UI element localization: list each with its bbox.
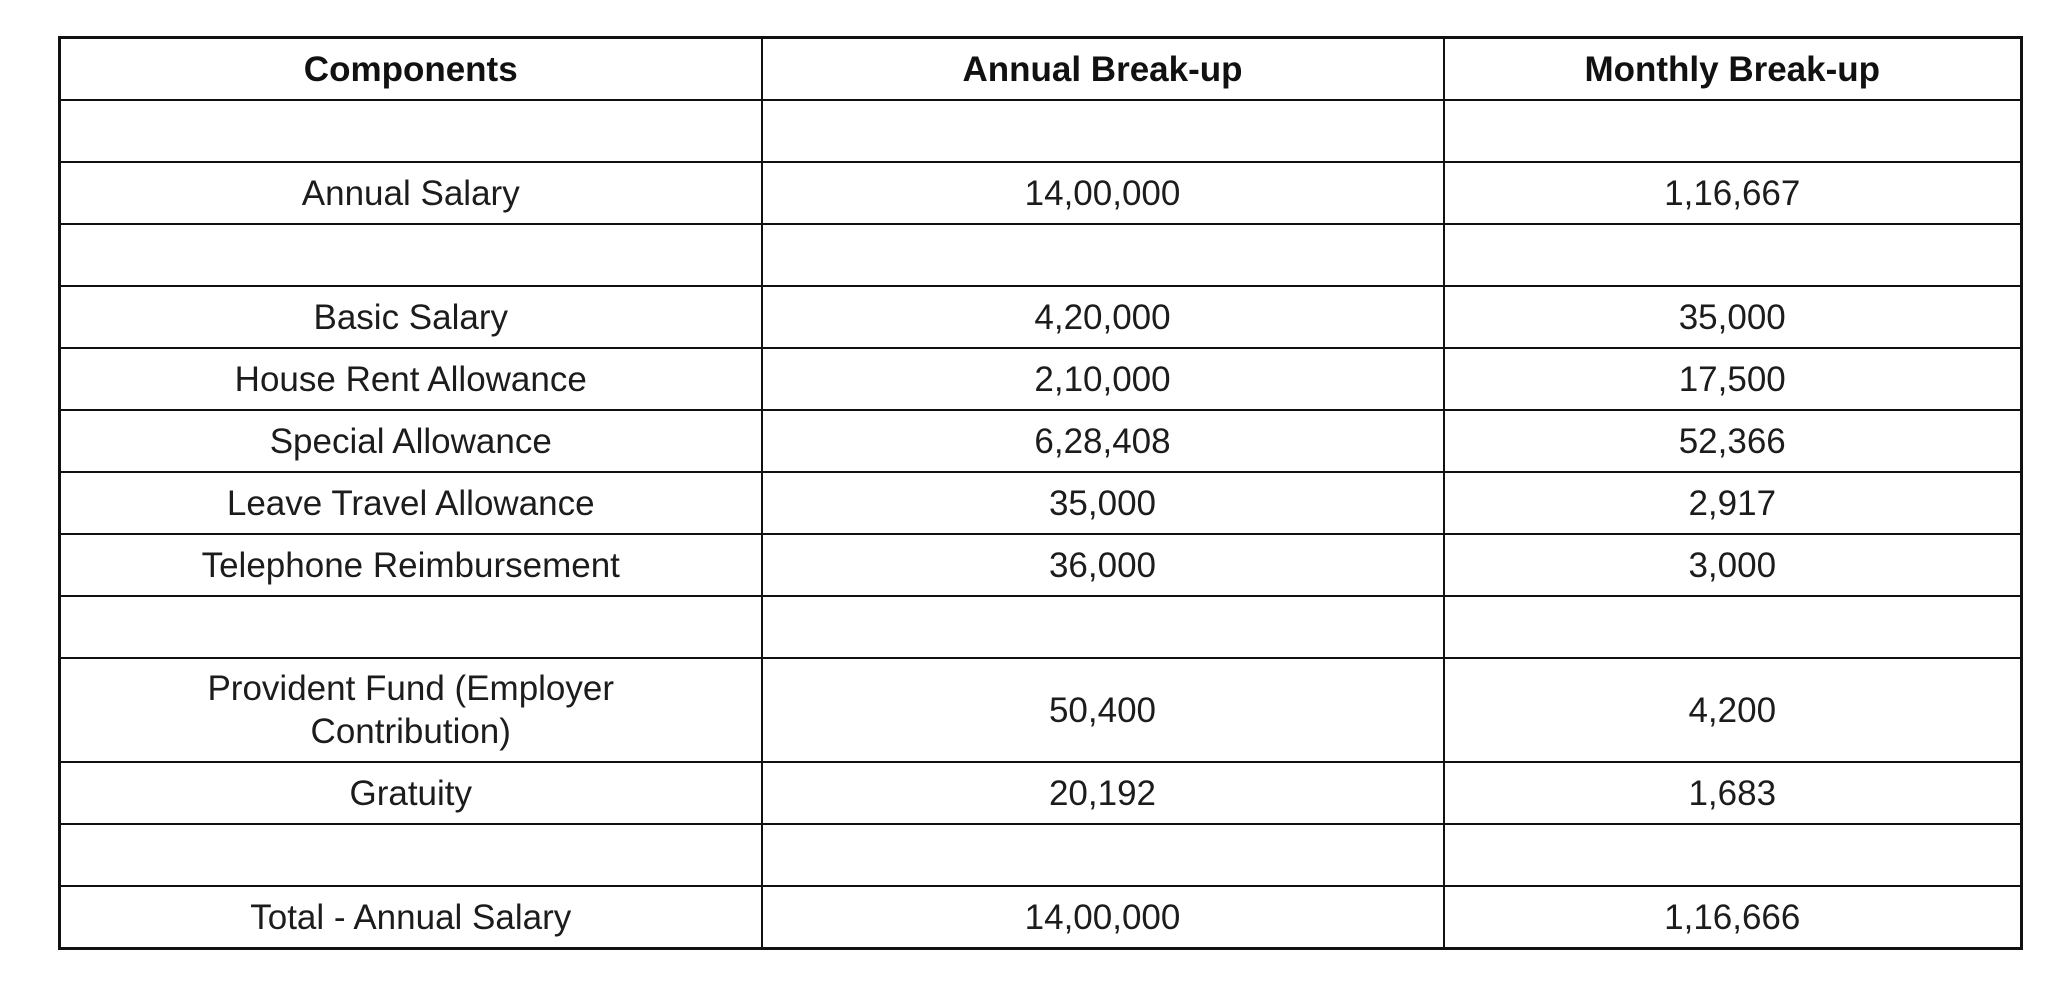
cell-monthly: 1,16,666: [1444, 886, 2022, 949]
table-row-empty: [60, 596, 2022, 658]
cell-annual: [762, 100, 1444, 162]
table-row-house-rent-allowance: [60, 348, 2022, 410]
header-components: Components: [60, 38, 762, 101]
cell-annual: 2,10,000: [762, 348, 1444, 410]
cell-monthly: [1444, 596, 2022, 658]
cell-annual: [762, 824, 1444, 886]
cell-annual: [762, 596, 1444, 658]
cell-annual: 35,000: [762, 472, 1444, 534]
cell-component: [60, 100, 762, 162]
cell-annual: 14,00,000: [762, 886, 1444, 949]
cell-annual: 6,28,408: [762, 410, 1444, 472]
cell-component: Provident Fund (Employer Contribution): [60, 658, 762, 762]
header-annual-breakup: Annual Break-up: [762, 38, 1444, 101]
cell-component: Leave Travel Allowance: [60, 472, 762, 534]
cell-monthly: 17,500: [1444, 348, 2022, 410]
cell-annual: 4,20,000: [762, 286, 1444, 348]
cell-component: [60, 824, 762, 886]
table-row-provident-fund: [60, 658, 2022, 762]
cell-annual: 36,000: [762, 534, 1444, 596]
cell-monthly: 2,917: [1444, 472, 2022, 534]
table-row-total-annual-salary: [60, 886, 2022, 949]
table-row-telephone-reimbursement: [60, 534, 2022, 596]
table-row-empty: [60, 824, 2022, 886]
header-row: [60, 38, 2022, 101]
cell-component: Total - Annual Salary: [60, 886, 762, 949]
table-row-annual-salary: [60, 162, 2022, 224]
cell-monthly: 4,200: [1444, 658, 2022, 762]
cell-component: [60, 596, 762, 658]
cell-annual: 20,192: [762, 762, 1444, 824]
cell-component: Special Allowance: [60, 410, 762, 472]
cell-monthly: 1,683: [1444, 762, 2022, 824]
table-row-empty: [60, 224, 2022, 286]
table-row-leave-travel-allowance: [60, 472, 2022, 534]
cell-component: [60, 224, 762, 286]
cell-monthly: 52,366: [1444, 410, 2022, 472]
salary-breakup-table: [58, 36, 2023, 950]
cell-monthly: [1444, 100, 2022, 162]
cell-component: Gratuity: [60, 762, 762, 824]
cell-monthly: [1444, 224, 2022, 286]
cell-monthly: 35,000: [1444, 286, 2022, 348]
cell-component: House Rent Allowance: [60, 348, 762, 410]
cell-annual: [762, 224, 1444, 286]
cell-monthly: [1444, 824, 2022, 886]
table-header: [60, 38, 2022, 101]
header-monthly-breakup: Monthly Break-up: [1444, 38, 2022, 101]
table-row-empty: [60, 100, 2022, 162]
cell-component: Telephone Reimbursement: [60, 534, 762, 596]
cell-annual: 50,400: [762, 658, 1444, 762]
cell-component: Annual Salary: [60, 162, 762, 224]
cell-monthly: 1,16,667: [1444, 162, 2022, 224]
table-row-special-allowance: [60, 410, 2022, 472]
cell-component: Basic Salary: [60, 286, 762, 348]
table-body: [60, 100, 2022, 949]
table-row-basic-salary: [60, 286, 2022, 348]
cell-monthly: 3,000: [1444, 534, 2022, 596]
table-row-gratuity: [60, 762, 2022, 824]
cell-annual: 14,00,000: [762, 162, 1444, 224]
